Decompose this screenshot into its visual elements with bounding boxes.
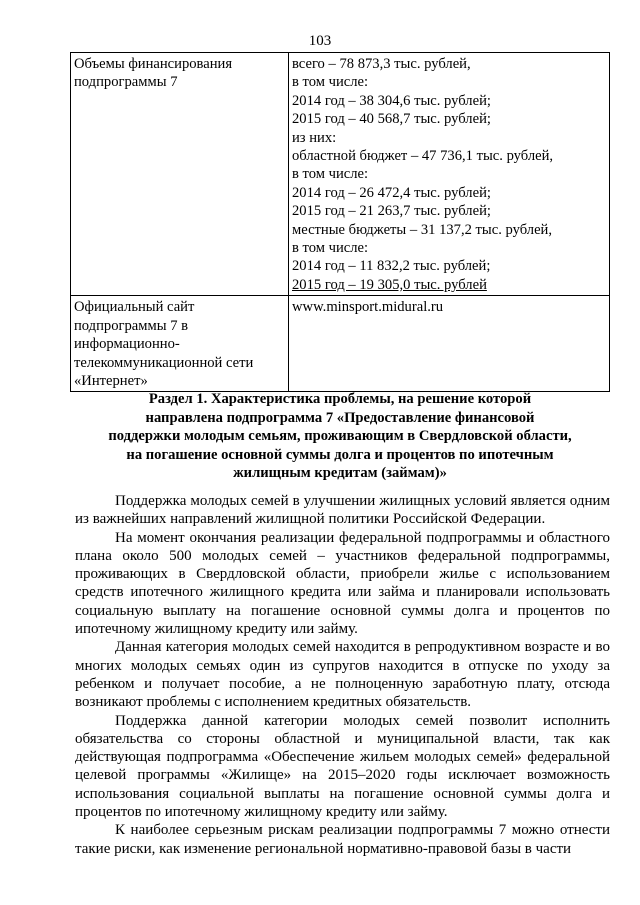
financing-value-line: областной бюджет – 47 736,1 тыс. рублей, — [292, 148, 554, 165]
body-paragraph: К наиболее серьезным рискам реализации подпрограммы 7 можно отнести такие риски, как изменение региональной нормативно-правовой базы в части — [75, 822, 610, 857]
financing-label-line: Объемы финансирования — [74, 56, 233, 72]
financing-value-line: в том числе: — [292, 166, 369, 183]
website-label-cell — [71, 296, 289, 392]
financing-value-line: 2014 год – 26 472,4 тыс. рублей; — [292, 184, 491, 201]
financing-value-line: 2014 год – 11 832,2 тыс. рублей; — [292, 258, 491, 275]
website-label-line: «Интернет» — [74, 372, 148, 389]
section-heading-line: Раздел 1. Характеристика проблемы, на решение которой — [148, 391, 532, 407]
financing-value-line: в том числе: — [292, 240, 369, 257]
financing-value-line: в том числе: — [292, 74, 369, 91]
body-paragraph: Поддержка данной категории молодых семей позволит исполнить обязательства со стороны областной и муниципальной власти, так как действующая подпрограмма «Обеспечение жильем молодых семей» федеральной целевой программы «Жилище» на 2015–2020 годы исключает возможность использования социальной выплаты на погашение основной суммы долга и процентов по ипотечному жилищному кредиту или займу. — [75, 712, 610, 821]
section-heading-line: поддержки молодым семьям, проживающим в Свердловской области, — [108, 428, 572, 445]
financing-label-cell — [71, 53, 289, 296]
financing-value-line: 2014 год – 38 304,6 тыс. рублей; — [292, 92, 491, 109]
table-row-financing — [71, 53, 610, 296]
website-label-line: информационно- — [74, 336, 180, 353]
financing-value-line: местные бюджеты – 31 137,2 тыс. рублей, — [292, 221, 553, 238]
website-label-line: подпрограммы 7 в — [74, 317, 189, 334]
financing-label-line: подпрограммы 7 — [74, 74, 178, 91]
financing-value-line: 2015 год – 21 263,7 тыс. рублей; — [292, 203, 491, 220]
page-number: 103 — [308, 33, 332, 49]
website-url: www.minsport.midural.ru — [292, 299, 444, 316]
financing-value-line: 2015 год – 19 305,0 тыс. рублей — [292, 276, 487, 293]
financing-value-line: всего – 78 873,3 тыс. рублей, — [292, 56, 471, 72]
body-paragraph: Данная категория молодых семей находится в репродуктивном возрасте и во многих молодых семьях один из супругов находится в отпуске по уходу за ребенком и получает пособие, а не полноценную заработную плату, отсюда возникают проблемы с исполнением кредитных обязательств. — [75, 639, 610, 711]
body-text — [75, 492, 610, 858]
financing-value-line: из них: — [292, 129, 337, 146]
section-heading-line: на погашение основной суммы долга и процентов по ипотечным — [126, 446, 554, 463]
section-heading-line: направлена подпрограмма 7 «Предоставление финансовой — [145, 409, 535, 426]
financing-value-cell — [289, 53, 610, 296]
body-paragraph: Поддержка молодых семей в улучшении жилищных условий является одним из важнейших направлений жилищной политики Российской Федерации. — [75, 493, 610, 528]
table-row-website — [71, 296, 610, 392]
subprogram-passport-table — [70, 52, 610, 392]
financing-value-line: 2015 год – 40 568,7 тыс. рублей; — [292, 111, 491, 128]
website-label-line: телекоммуникационной сети — [74, 354, 254, 371]
section-heading-line: жилищным кредитам (займам)» — [233, 465, 447, 482]
website-value-cell — [289, 296, 610, 392]
website-label-line: Официальный сайт — [74, 299, 195, 316]
section-heading — [70, 390, 610, 483]
body-paragraph: На момент окончания реализации федеральной подпрограммы и областного плана около 500 молодых семей – участников федеральной подпрограммы, проживающих в Свердловской области, приобрели жилье с использованием средств ипотечного жилищного кредита или займа и планировали использовать социальную выплату на погашение основной суммы долга и процентов по ипотечному жилищному кредиту или займу. — [75, 529, 610, 638]
